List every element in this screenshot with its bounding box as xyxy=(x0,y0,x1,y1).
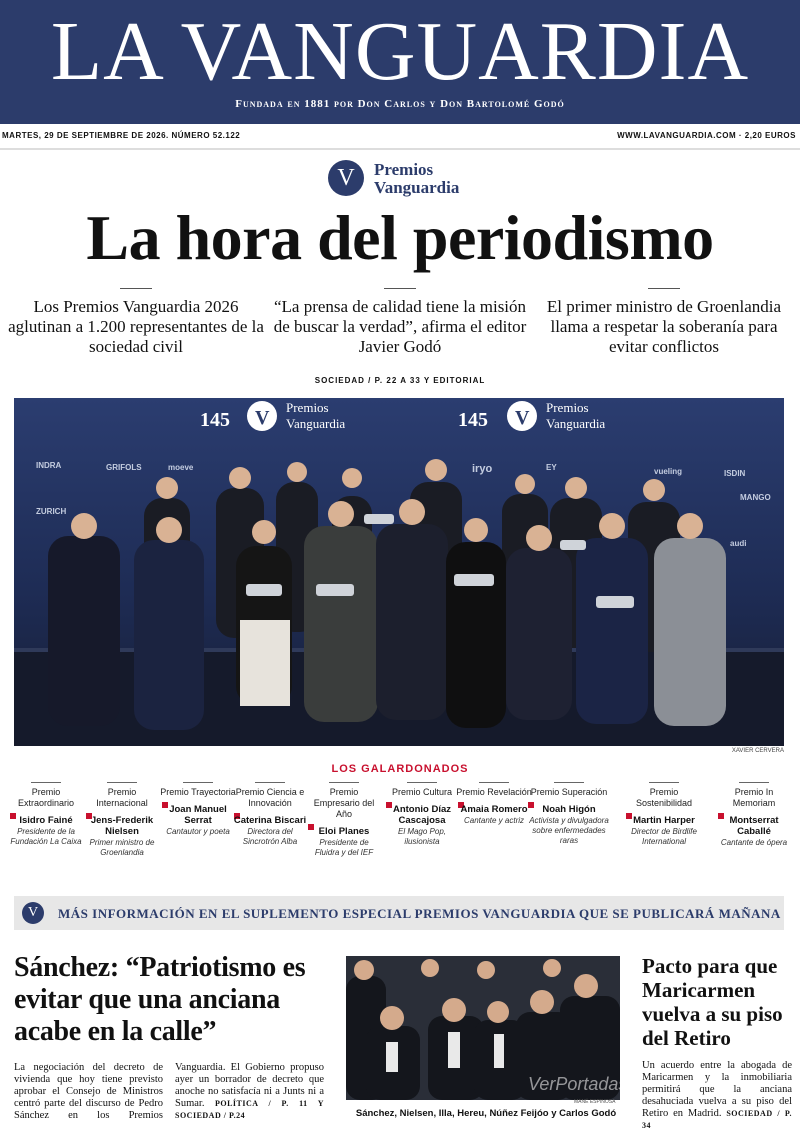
award-winner: Caterina Biscari xyxy=(233,815,307,826)
price: 2,20 EUROS xyxy=(744,131,796,140)
rule xyxy=(554,782,584,783)
award-description: Primer ministro de Groenlandia xyxy=(89,838,155,857)
story-headline[interactable]: Sánchez: “Patriotismo es evitar que una anciana acabe en la calle” xyxy=(14,952,306,1047)
award-description: Directora del Sincrotrón Alba xyxy=(242,827,298,846)
rule xyxy=(648,288,680,289)
svg-text:V: V xyxy=(515,407,530,429)
subhead[interactable] xyxy=(8,288,264,357)
page-reference[interactable]: POLÍTICA / P. 11 Y SOCIEDAD / P.24 xyxy=(175,1099,324,1120)
backdrop-line2: Vanguardia xyxy=(286,416,346,431)
sponsor-logo: INDRA xyxy=(36,461,62,470)
badge-line-1: Premios xyxy=(374,160,434,179)
site-and-price: WWW.LAVANGUARDIA.COM · 2,20 EUROS xyxy=(617,131,796,140)
section-reference: SOCIEDAD / P. 22 A 33 Y EDITORIAL xyxy=(314,376,486,385)
backdrop-number-2: 145 xyxy=(458,409,488,431)
award-category: Premio Internacional xyxy=(96,787,148,808)
photo2-caption: Sánchez, Nielsen, Illa, Hereu, Núñez Feijóo y Carlos Godó xyxy=(355,1108,617,1119)
rule xyxy=(120,288,152,289)
award-description: Cantautor y poeta xyxy=(166,827,230,836)
watermark: VerPortadas xyxy=(528,1074,628,1094)
award-item[interactable] xyxy=(526,782,612,846)
rule xyxy=(255,782,285,783)
story-text: Un acuerdo entre la abogada de Maricarmen y la inmobiliaria permitirá que la anciana desahuciada vuelva a su piso del Retiro en Madrid. xyxy=(642,1060,792,1119)
subhead-text: Los Premios Vanguardia 2026 aglutinan a 1.200 representantes de la sociedad civil xyxy=(8,297,264,356)
award-description: El Mago Pop, ilusionista xyxy=(397,827,447,846)
sponsor-logo: GRIFOLS xyxy=(106,463,142,472)
main-headline[interactable]: La hora del periodismo xyxy=(86,202,714,273)
subhead-text: El primer ministro de Groenlandia llama a respetar la soberanía para evitar conflictos xyxy=(546,297,782,356)
rule xyxy=(479,782,509,783)
award-item[interactable] xyxy=(8,782,84,847)
rule xyxy=(384,288,416,289)
sponsor-logo: MANGO xyxy=(740,493,771,502)
award-winner: Jens-Frederik Nielsen xyxy=(90,815,154,837)
award-description: Cantante y actriz xyxy=(463,816,525,825)
award-category: Premio Cultura xyxy=(391,787,453,797)
group-photo-illustration xyxy=(14,398,784,746)
award-description: Presidente de Fluidra y del IEF xyxy=(314,838,374,857)
award-category: Premio Empresario del Año xyxy=(313,787,375,819)
masthead xyxy=(0,0,800,124)
award-description: Presidente de la Fundación La Caixa xyxy=(10,827,82,846)
story-body xyxy=(14,1062,324,1122)
infobar-text: MÁS INFORMACIÓN EN EL SUPLEMENTO ESPECIAL PREMIOS VANGUARDIA QUE SE PUBLICARÁ MAÑANA xyxy=(58,906,781,921)
galardonados-title: LOS GALARDONADOS xyxy=(331,763,469,775)
award-description: Director de Birdlife International xyxy=(631,827,697,846)
award-category: Premio Revelación xyxy=(456,787,532,797)
award-item[interactable] xyxy=(716,782,792,848)
story-headline[interactable]: Pacto para que Maricarmen vuelva a su piso del Retiro xyxy=(642,954,783,1050)
rule xyxy=(407,782,437,783)
award-winner: Joan Manuel Serrat xyxy=(169,804,227,826)
backdrop-number: 145 xyxy=(200,409,230,431)
v-logo-icon: V xyxy=(328,160,364,196)
rule xyxy=(31,782,61,783)
premios-vanguardia-badge xyxy=(328,160,478,198)
dateline xyxy=(0,128,800,144)
award-winner: Montserrat Caballé xyxy=(729,815,779,837)
award-item[interactable] xyxy=(160,782,236,837)
award-item[interactable] xyxy=(306,782,382,858)
sponsor-logo: ISDIN xyxy=(724,469,746,478)
rule xyxy=(649,782,679,783)
story-body xyxy=(642,1060,792,1131)
svg-text:V: V xyxy=(255,407,270,429)
rule xyxy=(107,782,137,783)
sponsor-logo: vueling xyxy=(654,467,683,476)
supplement-infobar[interactable] xyxy=(14,896,784,930)
award-winner: Amaia Romero xyxy=(460,804,528,815)
sponsor-logo: moeve xyxy=(168,463,194,472)
award-category: Premio Sostenibilidad xyxy=(635,787,693,808)
rule xyxy=(329,782,359,783)
award-winner: Antonio Díaz Cascajosa xyxy=(392,804,452,826)
award-item[interactable] xyxy=(384,782,460,847)
award-winner: Noah Higón xyxy=(542,804,596,815)
site-url[interactable]: WWW.LAVANGUARDIA.COM xyxy=(617,131,737,140)
award-category: Premio Trayectoria xyxy=(160,787,236,797)
sponsor-logo: audi xyxy=(730,539,747,548)
award-category: Premio Superación xyxy=(530,787,608,797)
rule xyxy=(183,782,213,783)
award-item[interactable] xyxy=(232,782,308,847)
award-description: Cantante de ópera xyxy=(720,838,788,847)
award-winner: Eloi Planes xyxy=(318,826,370,837)
v-logo-icon: V xyxy=(22,902,44,924)
backdrop-line1: Premios xyxy=(286,400,329,415)
sponsor-logo: ZURICH xyxy=(36,507,67,516)
issue-date: MARTES, 29 DE SEPTIEMBRE DE 2026. NÚMERO 52.122 xyxy=(2,131,241,140)
sponsor-logo: EY xyxy=(546,463,557,472)
sponsor-logo: iryo xyxy=(472,463,493,475)
rule xyxy=(739,782,769,783)
award-category: Premio In Memoriam xyxy=(732,787,776,808)
badge-line-2: Vanguardia xyxy=(374,178,460,197)
award-winner: Martin Harper xyxy=(633,815,695,826)
newspaper-logo: LA VANGUARDIA xyxy=(50,5,750,98)
story-text: La negociación del decreto de vivienda que hoy tiene previsto aprobar el Consejo de Ministros centró parte del discurso de Pedro Sánchez en los Premios Vanguardia. El Gobierno propuso ayer un borrador de decreto que anoche no satisfacía ni a Junts ni a Sumar. xyxy=(14,1062,324,1121)
subhead[interactable] xyxy=(536,288,792,357)
page-reference[interactable]: SOCIEDAD / P. 34 xyxy=(642,1109,792,1130)
photo2-credit: MANÉ ESPINOSA xyxy=(574,1099,616,1105)
subhead-text: “La prensa de calidad tiene la misión de buscar la verdad”, afirma el editor Javier Godó xyxy=(273,297,527,356)
subhead[interactable] xyxy=(272,288,528,357)
backdrop-line1-2: Premios xyxy=(546,400,589,415)
subheads xyxy=(0,288,800,358)
award-description: Activista y divulgadora sobre enfermedades raras xyxy=(529,816,609,845)
founded-line: Fundada en 1881 por Don Carlos y Don Bartolomé Godó xyxy=(235,98,565,110)
award-category: Premio Extraordinario xyxy=(17,787,75,808)
award-item[interactable] xyxy=(456,782,532,826)
main-photo[interactable] xyxy=(14,398,784,746)
backdrop-line2-2: Vanguardia xyxy=(546,416,606,431)
award-winner: Isidro Fainé xyxy=(19,815,73,826)
award-category: Premio Ciencia e Innovación xyxy=(235,787,305,808)
award-item[interactable] xyxy=(84,782,160,858)
photo-credit: XAVIER CERVERA xyxy=(731,748,784,754)
award-item[interactable] xyxy=(624,782,704,847)
